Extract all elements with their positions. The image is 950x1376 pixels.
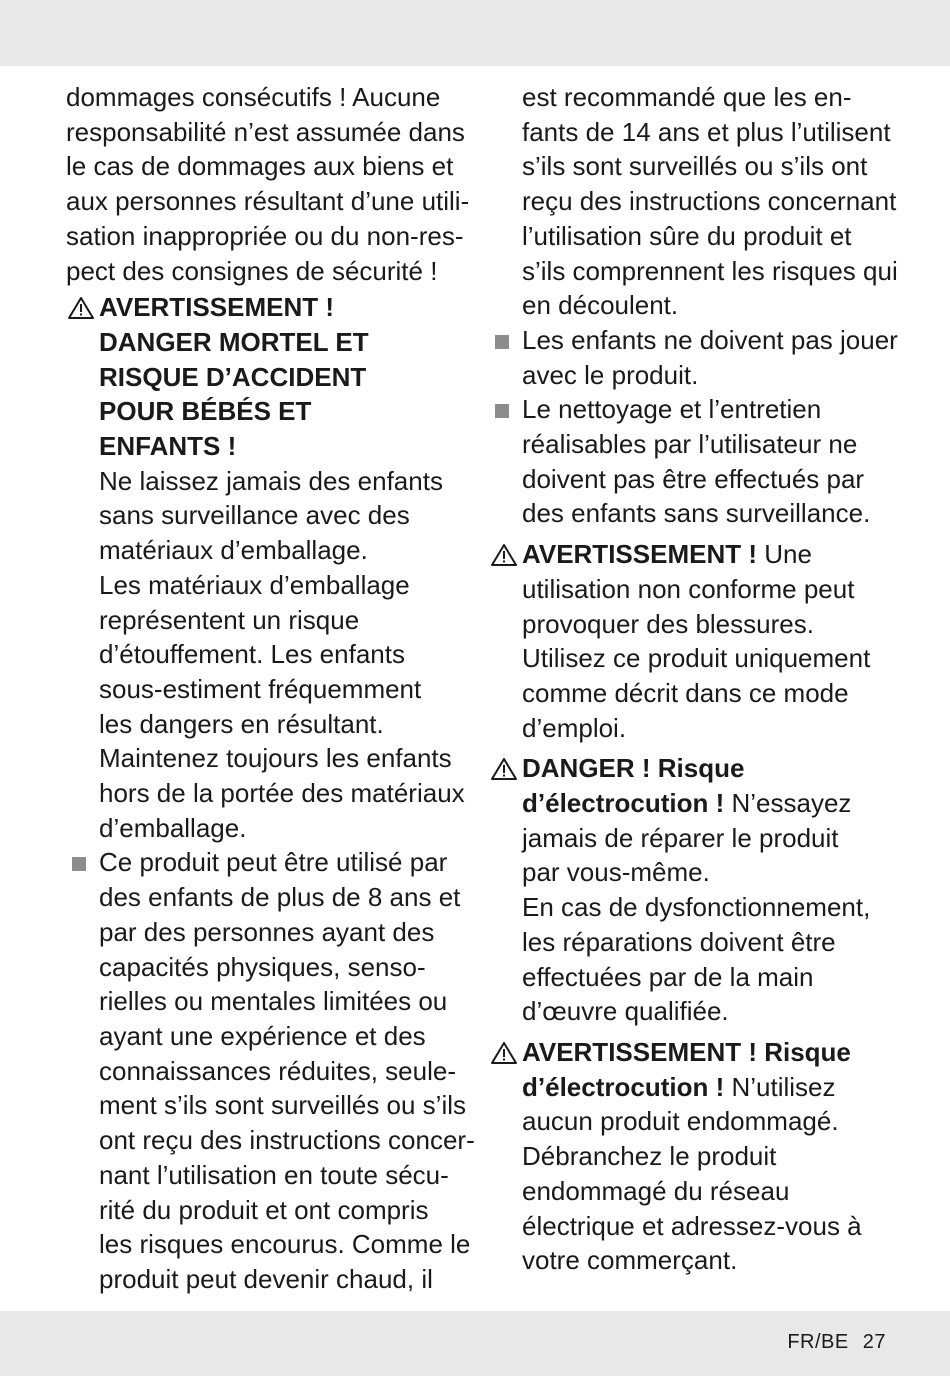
text-line: Ne laissez jamais des enfants (99, 465, 443, 496)
warning-title: AVERTISSEMENT ! (522, 539, 757, 570)
text-line: connaissances réduites, seule- (99, 1055, 456, 1086)
text-line: par vous-même. (522, 857, 710, 888)
bullet-item-no-play (489, 323, 898, 392)
warning-title-line: DANGER ! Risque (522, 753, 745, 784)
warning-block-packaging (66, 290, 466, 845)
text-line: Débranchez le produit (522, 1141, 777, 1172)
warning-title-line: AVERTISSEMENT ! (99, 292, 334, 323)
text-line: Les enfants ne doivent pas jouer (522, 324, 898, 355)
text-line: reçu des instructions concernant (522, 186, 897, 217)
text-line: effectuées par de la main (522, 961, 814, 992)
warning-title-line: ENFANTS ! (99, 431, 237, 462)
warning-triangle-icon (490, 543, 518, 567)
text-line: matériaux d’emballage. (99, 535, 368, 566)
warning-title: d’électrocution ! (522, 1071, 725, 1102)
text-line: aucun produit endommagé. (522, 1106, 839, 1137)
header-band (0, 0, 950, 66)
text-line: les réparations doivent être (522, 926, 836, 957)
text-line: ont reçu des instructions concer- (99, 1125, 475, 1156)
bullet-item-cleaning (489, 392, 889, 531)
text-line: pect des consignes de sécurité ! (66, 255, 438, 286)
text-line: en découlent. (522, 290, 679, 321)
text-fragment: N’essayez (724, 788, 852, 819)
left-column (66, 80, 475, 1297)
text-line: est recommandé que les en- (522, 82, 852, 112)
text-line: par des personnes ayant des (99, 916, 435, 947)
warning-triangle-icon (67, 296, 95, 320)
text-line: jamais de réparer le produit (522, 822, 839, 853)
warning-block-no-repair (489, 751, 889, 1029)
text-line: produit peut devenir chaud, il (99, 1263, 433, 1294)
text-line: nant l’utilisation en toute sécu- (99, 1159, 449, 1190)
text-line: d’œuvre qualifiée. (522, 996, 729, 1027)
page-footer (787, 1331, 886, 1354)
bullet-item-children-use (66, 845, 475, 1296)
text-fragment: Une (756, 539, 812, 570)
text-line: Le nettoyage et l’entretien (522, 394, 822, 425)
square-bullet-icon (72, 857, 86, 871)
text-line: d’étouffement. Les enfants (99, 639, 405, 670)
text-line: doivent pas être effectués par (522, 463, 865, 494)
locale-label: FR/BE (787, 1331, 849, 1353)
text-line: d’emploi. (522, 712, 627, 743)
warning-title-line: AVERTISSEMENT ! Risque (522, 1036, 851, 1067)
text-line: électrique et adressez-vous à (522, 1210, 862, 1241)
text-line: ayant une expérience et des (99, 1020, 426, 1051)
text-line: dommages consécutifs ! Aucune (66, 82, 441, 112)
text-line: Les matériaux d’emballage (99, 569, 410, 600)
text-line: l’utilisation sûre du produit et (522, 220, 852, 251)
text-line: Maintenez toujours les enfants (99, 743, 452, 774)
text-line: ment s’ils sont surveillés ou s’ils (99, 1090, 467, 1121)
text-fragment: N’utilisez (724, 1071, 836, 1102)
page-number: 27 (862, 1331, 886, 1353)
text-line: comme décrit dans ce mode (522, 677, 849, 708)
text-line: avec le produit. (522, 359, 699, 390)
right-column (489, 80, 898, 1278)
warning-title-line: RISQUE D’ACCIDENT (99, 361, 367, 392)
text-line: utilisation non conforme peut (522, 573, 855, 604)
text-line: représentent un risque (99, 604, 360, 635)
text-line: le cas de dommages aux biens et (66, 151, 454, 182)
text-line: des enfants sans surveillance. (522, 498, 871, 529)
text-line: les dangers en résultant. (99, 708, 384, 739)
bullet-item-children-use-continued (489, 80, 898, 323)
text-line: des enfants de plus de 8 ans et (99, 882, 461, 913)
text-line: votre commerçant. (522, 1245, 738, 1276)
warning-title: d’électrocution ! (522, 788, 725, 819)
text-line: les risques encourus. Comme le (99, 1229, 471, 1260)
text-line: d’emballage. (99, 812, 247, 843)
warning-title-line: DANGER MORTEL ET (99, 326, 369, 357)
text-line: sous-estiment fréquemment (99, 673, 422, 704)
warning-block-damaged-product (489, 1035, 889, 1278)
text-line: hors de la portée des matériaux (99, 778, 465, 809)
warning-triangle-icon (490, 757, 518, 781)
text-line: endommagé du réseau (522, 1175, 790, 1206)
text-line: provoquer des blessures. (522, 608, 814, 639)
square-bullet-icon (495, 404, 509, 418)
text-line: aux personnes résultant d’une utili- (66, 186, 470, 217)
text-line: s’ils comprennent les risques qui (522, 255, 898, 286)
warning-title-line: POUR BÉBÉS ET (99, 396, 312, 427)
text-line: fants de 14 ans et plus l’utilisent (522, 116, 891, 147)
text-line: réalisables par l’utilisateur ne (522, 429, 858, 460)
text-line: sation inappropriée ou du non-res- (66, 220, 464, 251)
text-line: capacités physiques, senso- (99, 951, 426, 982)
text-line: sans surveillance avec des (99, 500, 410, 531)
warning-triangle-icon (490, 1041, 518, 1065)
intro-paragraph (66, 80, 470, 288)
text-line: responsabilité n’est assumée dans (66, 116, 465, 147)
text-line: rielles ou mentales limitées ou (99, 986, 448, 1017)
text-line: s’ils sont surveillés ou s’ils ont (522, 151, 868, 182)
warning-block-misuse (489, 537, 889, 745)
square-bullet-icon (495, 335, 509, 349)
text-line: rité du produit et ont compris (99, 1194, 429, 1225)
text-line: En cas de dysfonctionnement, (522, 892, 871, 923)
text-line: Ce produit peut être utilisé par (99, 847, 448, 878)
text-line: Utilisez ce produit uniquement (522, 643, 871, 674)
